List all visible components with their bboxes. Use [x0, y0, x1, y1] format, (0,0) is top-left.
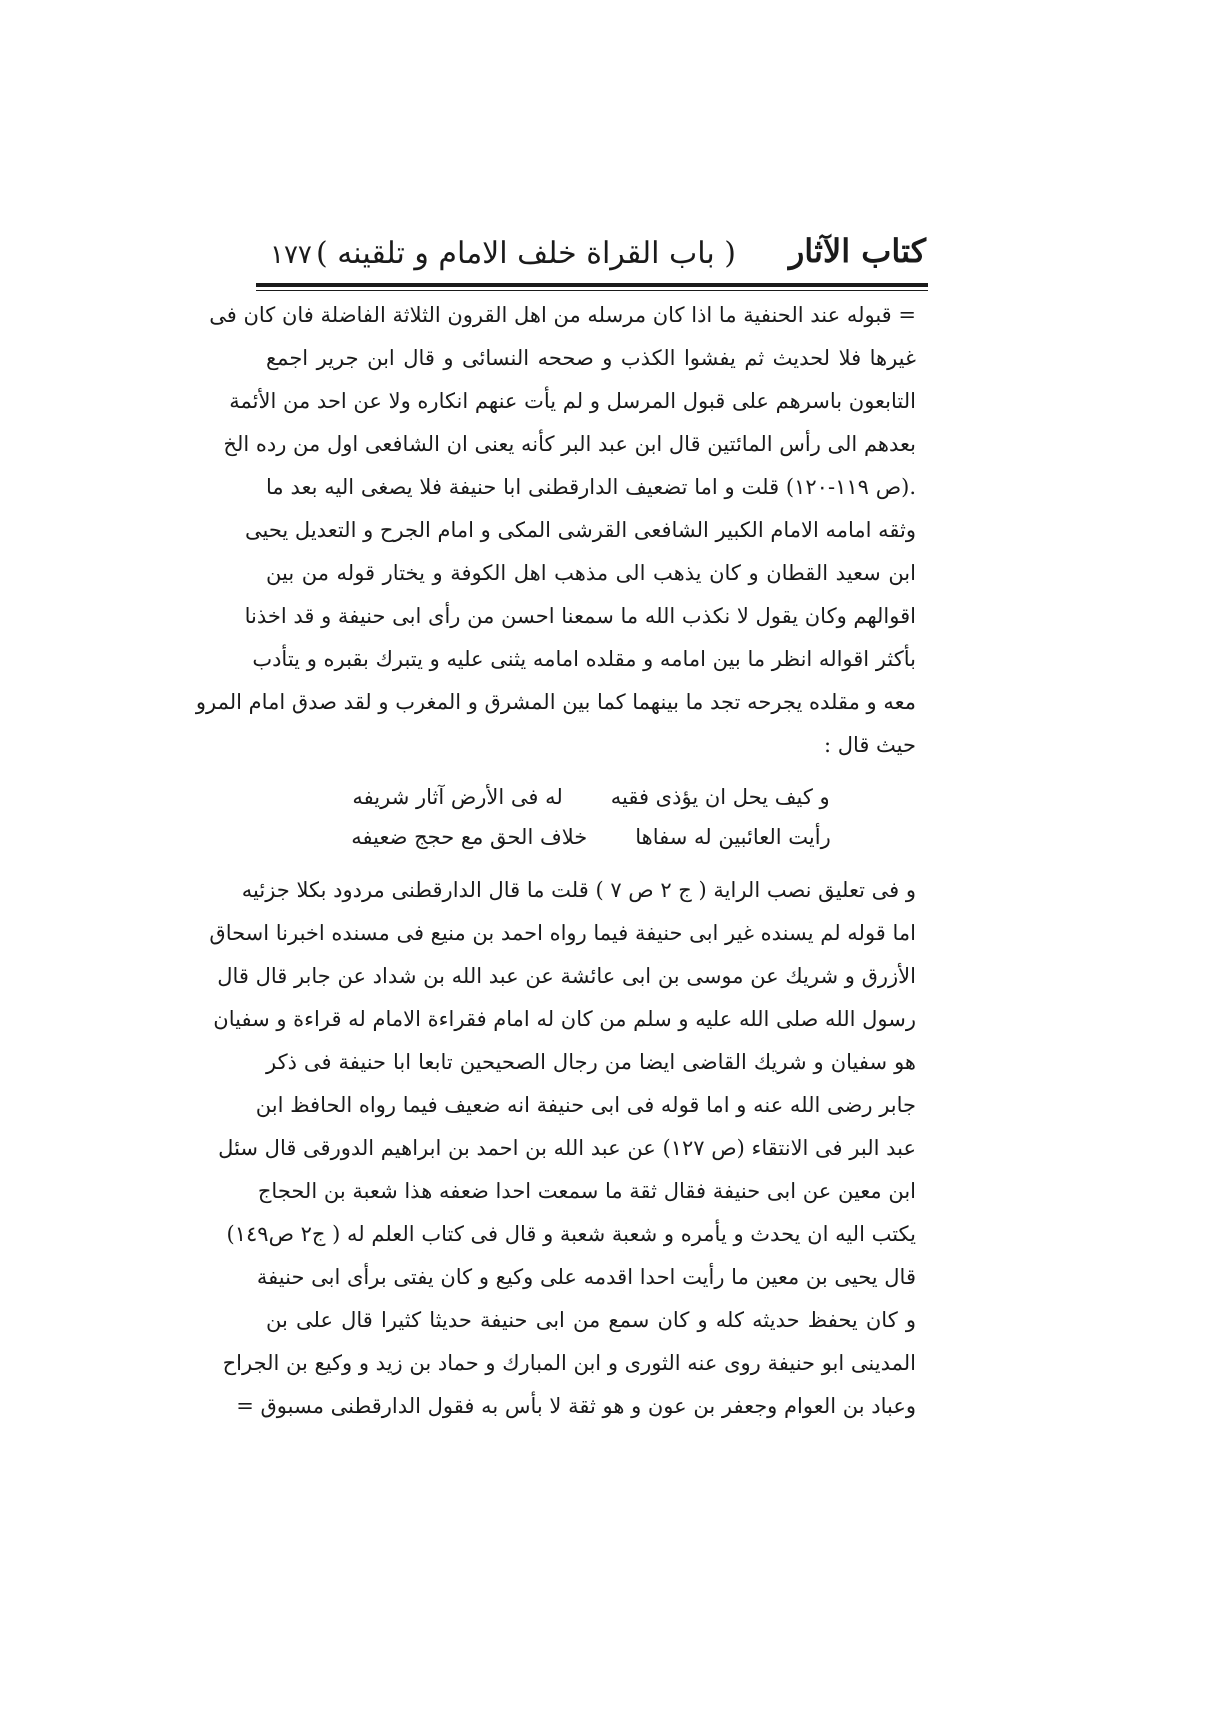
text-line: التابعون باسرهم على قبول المرسل و لم يأت عنهم انكاره ولا عن احد من الأئمة — [229, 389, 916, 413]
header-rule-thick — [256, 283, 928, 287]
text-line: بعدهم الى رأس المائتين قال ابن عبد البر كأنه يعنى ان الشافعى اول من رده الخ — [223, 432, 916, 456]
text-line: وثقه امامه الامام الكبير الشافعى القرشى المكى و امام الجرح و التعديل يحيى — [245, 518, 916, 542]
header-rule-thin — [256, 290, 928, 291]
text-line: ابن سعيد القطان و كان يذهب الى مذهب اهل الكوفة و يختار قوله من بين — [266, 561, 916, 585]
paragraph-2 — [209, 869, 916, 1428]
page-number: ١٧٧ — [270, 240, 312, 270]
text-line: = قبوله عند الحنفية ما اذا كان مرسله من اهل القرون الثلاثة الفاضلة فان كان فى — [209, 303, 916, 327]
text-line: جابر رضى الله عنه و اما قوله فى ابى حنيفة انه ضعيف فيما رواه الحافظ ابن — [255, 1093, 916, 1117]
text-line: ابن معين عن ابى حنيفة فقال ثقة ما سمعت احدا ضعفه هذا شعبة بن الحجاج — [257, 1179, 916, 1203]
text-line: غيرها فلا لحديث ثم يفشوا الكذب و صححه النسائى و قال ابن جرير اجمع — [266, 346, 916, 370]
poem-verse — [266, 777, 916, 817]
text-line: المدينى ابو حنيفة روى عنه الثورى و ابن المبارك و حماد بن زيد و وكيع بن الجراح — [222, 1351, 916, 1375]
body-text — [195, 294, 916, 1428]
text-line: اقوالهم وكان يقول لا نكذب الله ما سمعنا احسن من رأى ابى حنيفة و قد اخذنا — [244, 604, 916, 628]
text-line: .(ص ١١٩-١٢٠) قلت و اما تضعيف الدارقطنى ابا حنيفة فلا يصغى اليه بعد ما — [266, 475, 916, 499]
running-header — [256, 232, 926, 282]
poem-verse — [266, 817, 916, 857]
verse-first-hemistich: رأيت العائبين له سفاها — [635, 825, 831, 849]
verse-second-hemistich: خلاف الحق مع حجج ضعيفه — [351, 825, 588, 849]
text-line: قال يحيى بن معين ما رأيت احدا اقدمه على وكيع و كان يفتى برأى ابى حنيفة — [256, 1265, 916, 1289]
poem — [266, 767, 916, 869]
text-line: رسول الله صلى الله عليه و سلم من كان له امام فقراءة الامام له قراءة و سفيان — [213, 1007, 916, 1031]
text-line: عبد البر فى الانتقاء (ص ١٢٧) عن عبد الله بن احمد بن ابراهيم الدورقى قال سئل — [218, 1136, 916, 1160]
paragraph-1 — [195, 294, 916, 767]
text-line: هو سفيان و شريك القاضى ايضا من رجال الصحيحين تابعا ابا حنيفة فى ذكر — [266, 1050, 916, 1074]
text-line: يكتب اليه ان يحدث و يأمره و شعبة شعبة و قال فى كتاب العلم له ( ج٢ ص١٤٩) — [226, 1222, 916, 1246]
text-line: و كان يحفظ حديثه كله و كان سمع من ابى حنيفة حديثا كثيرا قال على بن — [266, 1308, 916, 1332]
text-line: حيث قال : — [823, 733, 916, 757]
verse-first-hemistich: و كيف يحل ان يؤذى فقيه — [610, 785, 830, 809]
text-line: معه و مقلده يجرحه تجد ما بينهما كما بين المشرق و المغرب و لقد صدق امام المرو — [195, 690, 916, 714]
text-line: و فى تعليق نصب الراية ( ج ٢ ص ٧ ) قلت ما قال الدارقطنى مردود بكلا جزئيه — [241, 878, 916, 902]
text-line: بأكثر اقواله انظر ما بين امامه و مقلده امامه يثنى عليه و يتبرك بقبره و يتأدب — [252, 647, 916, 671]
text-line: الأزرق و شريك عن موسى بن ابى عائشة عن عبد الله بن شداد عن جابر قال قال — [217, 964, 916, 988]
text-line: وعباد بن العوام وجعفر بن عون و هو ثقة لا بأس به فقول الدارقطنى مسبوق = — [236, 1394, 916, 1418]
verse-second-hemistich: له فى الأرض آثار شريفه — [352, 785, 563, 809]
text-line: اما قوله لم يسنده غير ابى حنيفة فيما رواه احمد بن منيع فى مسنده اخبرنا اسحاق — [209, 921, 916, 945]
book-title: كتاب الآثار — [788, 232, 926, 270]
chapter-title: ( باب القراة خلف الامام و تلقينه ) — [315, 236, 736, 271]
